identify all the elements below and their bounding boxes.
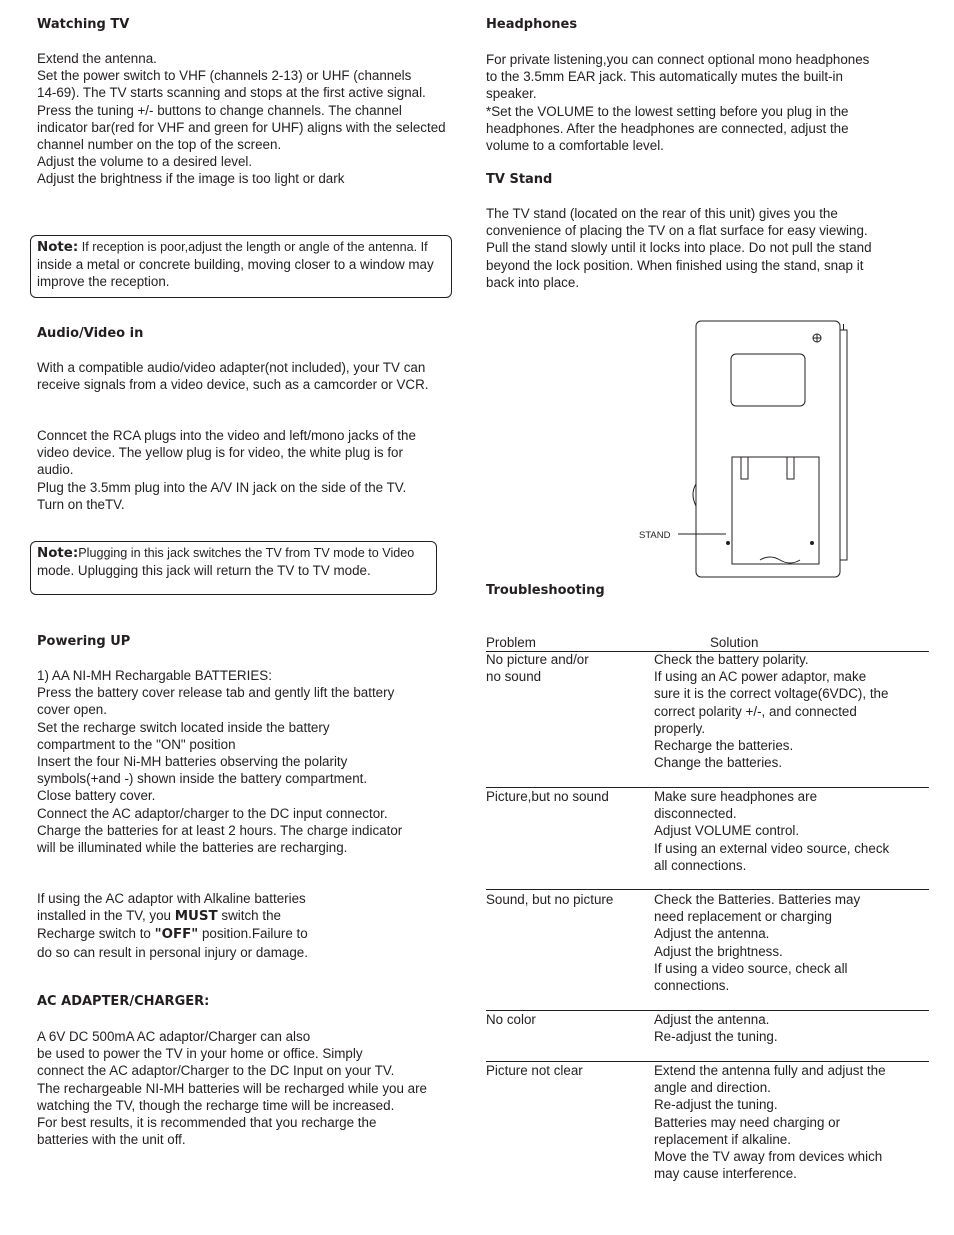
text-line: The rechargeable NI-MH batteries will be recharged while you are — [37, 1080, 428, 1096]
text-line: The TV stand (located on the rear of this unit) gives you the — [486, 206, 838, 221]
text-line: be used to power the TV in your home or office. Simply — [37, 1046, 363, 1062]
note-label: Note: — [37, 240, 79, 255]
text-line: cover open. — [37, 702, 107, 718]
text-line: watching the TV, though the recharge time will be increased. — [37, 1097, 395, 1113]
text-line: connect the AC adaptor/Charger to the DC Input on your TV. — [37, 1063, 395, 1079]
stand-clip-left — [741, 457, 748, 479]
note-av-jack-box — [30, 541, 437, 595]
text-line: compartment to the "ON" position — [37, 736, 236, 752]
text-line: Press the tuning +/- buttons to change channels. The channel — [37, 102, 402, 118]
text-line: Close battery cover. — [37, 788, 156, 804]
text-line: *Set the VOLUME to the lowest setting before you plug in the — [486, 103, 849, 119]
text-line: channel number on the top of the screen. — [37, 137, 282, 153]
text-line: A 6V DC 500mA AC adaptor/Charger can also — [37, 1029, 311, 1044]
text-line: will be illuminated while the batteries are recharging. — [37, 840, 348, 856]
text-line: do so can result in personal injury or damage. — [37, 944, 308, 960]
text-line: audio. — [37, 462, 74, 478]
problem-cell: Picture,but no sound — [486, 789, 609, 804]
solution-cell: Check the Batteries. Batteries may need replacement or charging Adjust the antenna. Adjust the brightness. If using a video source, check all connections. — [654, 892, 861, 994]
text-line: Extend the antenna. — [37, 51, 157, 66]
text-line: Adjust the volume to a desired level. — [37, 154, 253, 170]
antenna-outline — [840, 330, 847, 560]
column-header-problem: Problem — [486, 635, 536, 650]
watching-tv-heading: Watching TV — [37, 17, 130, 32]
solution-cell: Extend the antenna fully and adjust the angle and direction. Re-adjust the tuning. Batteries may need charging or replacement if alkaline. Move the TV away from devices which may cause interference. — [654, 1063, 886, 1182]
solution-cell: Check the battery polarity. If using an AC power adaptor, make sure it is the correct voltage(6VDC), the correct polarity +/-, and connected properly. Recharge the batteries. Change the batteries. — [654, 652, 889, 771]
stand-plate — [732, 457, 819, 564]
text-line: 14-69). The TV starts scanning and stops at the first active signal. — [37, 85, 426, 101]
text-line: to the 3.5mm EAR jack. This automatically mutes the built-in — [486, 69, 843, 85]
text-line: Pull the stand slowly until it locks into place. Do not pull the stand — [486, 240, 872, 256]
tv-stand-heading: TV Stand — [486, 172, 553, 187]
column-header-solution: Solution — [710, 635, 759, 650]
text-line: beyond the lock position. When finished using the stand, snap it — [486, 257, 864, 273]
text-line: Adjust the brightness if the image is too light or dark — [37, 171, 345, 187]
ac-adapter-text — [37, 1028, 427, 1148]
text-line: symbols(+and -) shown inside the battery compartment. — [37, 771, 368, 787]
text-line: convenience of placing the TV on a flat surface for easy viewing. — [486, 223, 868, 239]
text-line: installed in the TV, you MUST switch the — [37, 908, 281, 925]
text-line: back into place. — [486, 274, 580, 290]
text-line: Plug the 3.5mm plug into the A/V IN jack on the side of the TV. — [37, 479, 407, 495]
note-text: mode. Uplugging this jack will return the TV to TV mode. — [37, 563, 371, 579]
text-line: speaker. — [486, 86, 537, 102]
text-line: For best results, it is recommended that you recharge the — [37, 1115, 377, 1131]
text-line: video device. The yellow plug is for video, the white plug is for — [37, 445, 403, 461]
text-line: Press the battery cover release tab and gently lift the battery — [37, 685, 395, 701]
text-line: If using the AC adaptor with Alkaline batteries — [37, 891, 306, 906]
text-line: Connect the AC adaptor/charger to the DC input connector. — [37, 805, 388, 821]
troubleshooting-heading: Troubleshooting — [486, 583, 605, 598]
powering-up-text — [37, 667, 402, 856]
stand-clip-right — [787, 457, 794, 479]
text-line: volume to a comfortable level. — [486, 138, 664, 154]
solution-cell: Make sure headphones are disconnected. Adjust VOLUME control. If using an external video source, check all connections. — [654, 789, 890, 873]
problem-cell: No color — [486, 1012, 536, 1027]
problem-cell: Picture not clear — [486, 1063, 583, 1078]
ac-adapter-heading: AC ADAPTER/CHARGER: — [37, 994, 210, 1009]
powering-up-heading: Powering UP — [37, 634, 131, 649]
note-text: inside a metal or concrete building, moving closer to a window may — [37, 257, 434, 273]
troubleshooting-table-header — [486, 633, 929, 652]
speaker-window — [731, 354, 805, 406]
text-line: With a compatible audio/video adapter(not included), your TV can — [37, 360, 426, 375]
problem-cell: Sound, but no picture — [486, 892, 614, 907]
text-line: For private listening,you can connect optional mono headphones — [486, 52, 870, 67]
audio-video-text-1 — [37, 359, 428, 393]
stand-dot-right — [810, 541, 814, 545]
note-text: Plugging in this jack switches the TV from TV mode to Video — [78, 546, 415, 560]
text-line: Charge the batteries for at least 2 hours. The charge indicator — [37, 822, 403, 838]
row-divider — [486, 889, 929, 890]
text-line: Insert the four Ni-MH batteries observing the polarity — [37, 754, 348, 770]
tv-body-outline — [696, 321, 840, 577]
watching-tv-text — [37, 50, 446, 188]
stand-label: STAND — [639, 530, 671, 541]
note-reception-box — [30, 235, 452, 298]
text-line: receive signals from a video device, such as a camcorder or VCR. — [37, 377, 429, 393]
tv-rear-stand-diagram — [630, 316, 860, 582]
text-line: Set the power switch to VHF (channels 2-13) or UHF (channels — [37, 68, 412, 84]
tv-stand-text — [486, 205, 872, 291]
text-line: headphones. After the headphones are connected, adjust the — [486, 120, 849, 136]
note-text: improve the reception. — [37, 274, 170, 290]
text-line: Conncet the RCA plugs into the video and left/mono jacks of the — [37, 428, 416, 443]
text-line: 1) AA NI-MH Rechargable BATTERIES: — [37, 668, 272, 683]
problem-cell: No picture and/or no sound — [486, 652, 589, 685]
text-line: Recharge switch to "OFF" position.Failure to — [37, 926, 308, 943]
text-line: batteries with the unit off. — [37, 1132, 186, 1148]
stand-dot-left — [726, 541, 730, 545]
headphones-text — [486, 51, 869, 154]
audio-video-heading: Audio/Video in — [37, 326, 144, 341]
text-line: Set the recharge switch located inside the battery — [37, 719, 330, 735]
note-text: If reception is poor,adjust the length or angle of the antenna. If — [78, 240, 428, 254]
solution-cell: Adjust the antenna. Re-adjust the tuning. — [654, 1012, 778, 1045]
text-line: Turn on theTV. — [37, 496, 125, 512]
note-label: Note: — [37, 546, 79, 561]
text-line: indicator bar(red for VHF and green for UHF) aligns with the selected — [37, 119, 446, 135]
audio-video-text-2 — [37, 427, 416, 513]
headphones-heading: Headphones — [486, 17, 578, 32]
alkaline-warning — [37, 890, 308, 961]
